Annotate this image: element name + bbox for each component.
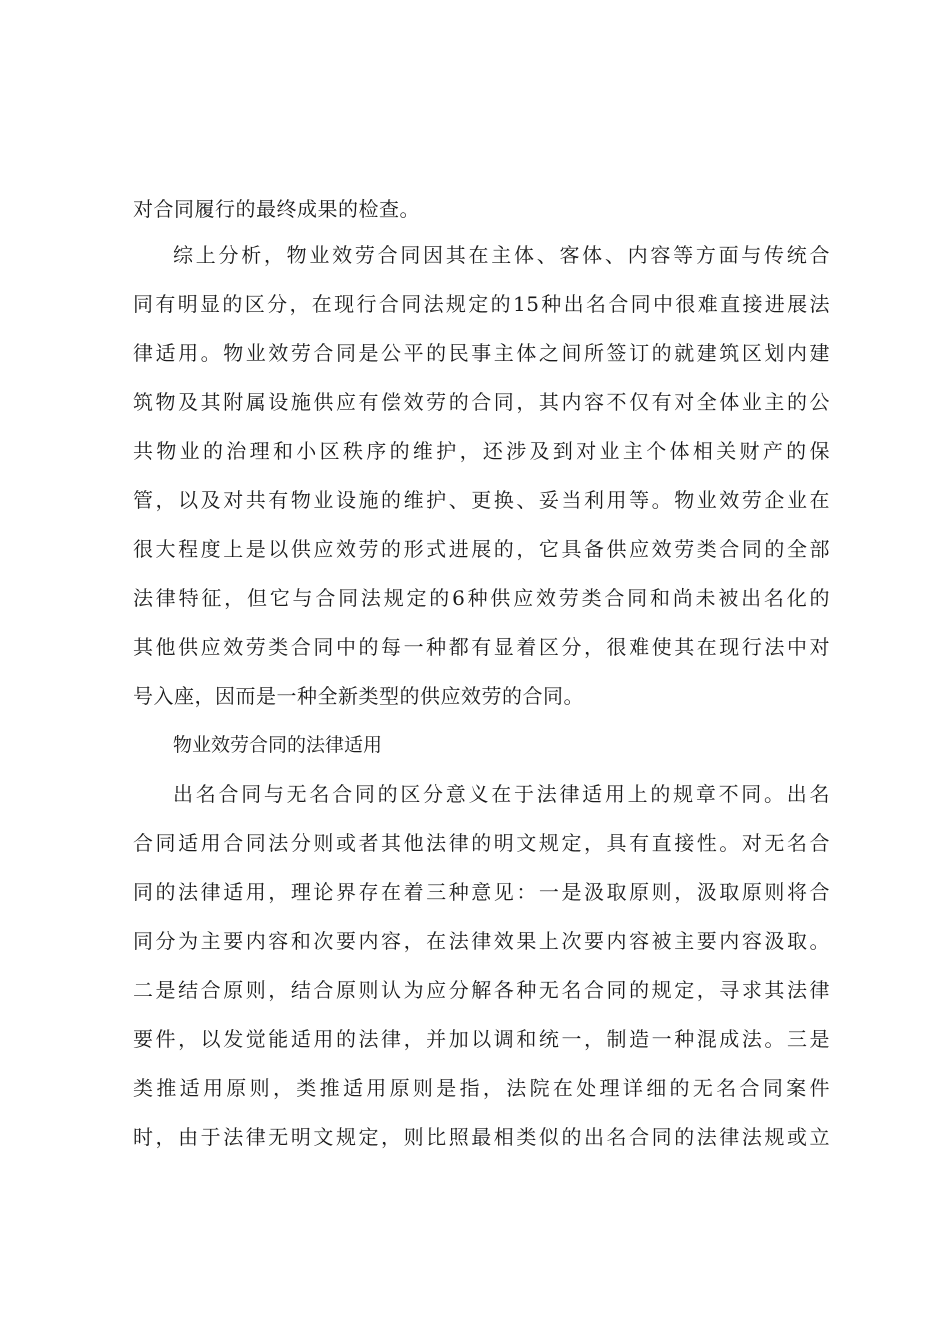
paragraph-line: 筑物及其附属设施供应有偿效劳的合同，其内容不仅有对全体业主的公: [133, 390, 830, 414]
paragraph-line: 对合同履行的最终成果的检查。: [133, 197, 420, 221]
paragraph-line: 管，以及对共有物业设施的维护、更换、妥当利用等。物业效劳企业在: [133, 488, 830, 512]
paragraph-line: 要件，以发觉能适用的法律，并加以调和统一，制造一种混成法。三是: [133, 1027, 830, 1051]
paragraph-line: 律适用。物业效劳合同是公平的民事主体之间所签订的就建筑区划内建: [133, 341, 830, 365]
section-heading: 物业效劳合同的法律适用: [173, 734, 383, 756]
paragraph-line: 二是结合原则，结合原则认为应分解各种无名合同的规定，寻求其法律: [133, 978, 830, 1002]
paragraph-line: 类推适用原则，类推适用原则是指，法院在处理详细的无名合同案件: [133, 1076, 830, 1100]
paragraph-line: 其他供应效劳类合同中的每一种都有显着区分，很难使其在现行法中对: [133, 635, 830, 659]
paragraph-line: 很大程度上是以供应效劳的形式进展的，它具备供应效劳类合同的全部: [133, 537, 830, 561]
paragraph-line: 时，由于法律无明文规定，则比照最相类似的出名合同的法律法规或立: [133, 1125, 830, 1149]
paragraph-line: 出名合同与无名合同的区分意义在于法律适用上的规章不同。出名: [173, 782, 830, 806]
paragraph-line: 同分为主要内容和次要内容，在法律效果上次要内容被主要内容汲取。: [133, 929, 830, 953]
paragraph-line: 综上分析，物业效劳合同因其在主体、客体、内容等方面与传统合: [173, 243, 830, 267]
paragraph-line: 同的法律适用，理论界存在着三种意见：一是汲取原则，汲取原则将合: [133, 880, 830, 904]
paragraph-line: 法律特征，但它与合同法规定的6种供应效劳类合同和尚未被出名化的: [133, 586, 830, 610]
paragraph-line: 同有明显的区分，在现行合同法规定的15种出名合同中很难直接进展法: [133, 292, 830, 316]
paragraph-line: 合同适用合同法分则或者其他法律的明文规定，具有直接性。对无名合: [133, 831, 830, 855]
paragraph-line: 号入座，因而是一种全新类型的供应效劳的合同。: [133, 684, 584, 708]
paragraph-line: 共物业的治理和小区秩序的维护，还涉及到对业主个体相关财产的保: [133, 439, 830, 463]
